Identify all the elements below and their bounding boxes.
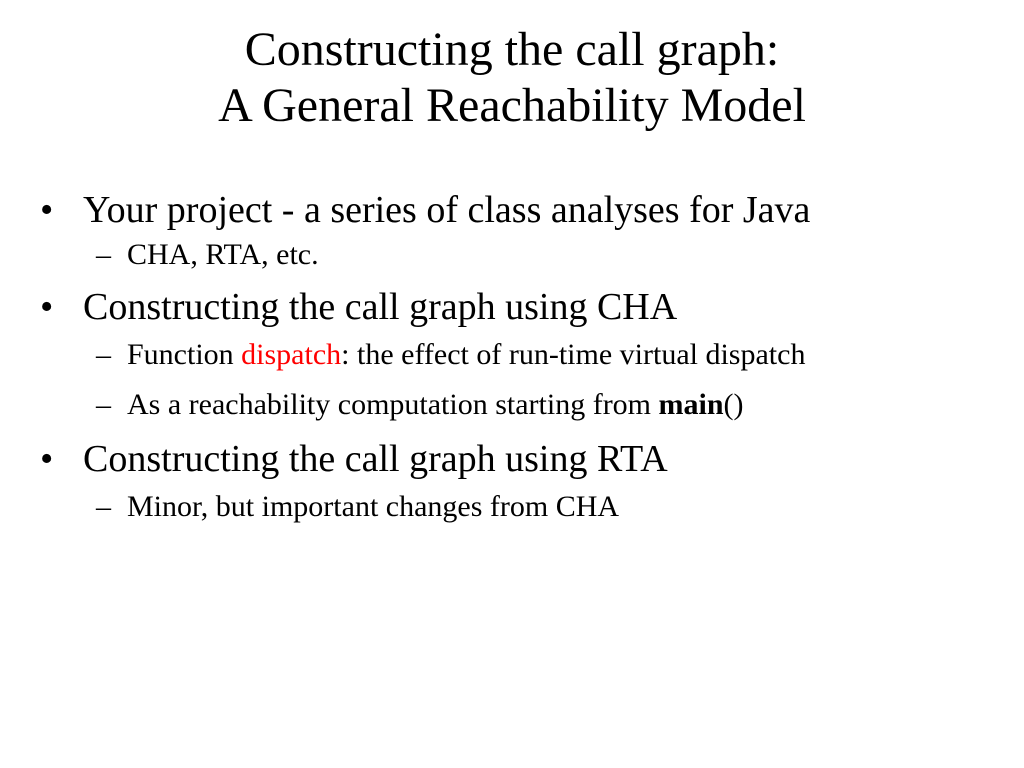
bullet-text: Constructing the call graph using CHA	[83, 286, 678, 328]
highlighted-term: dispatch	[241, 338, 342, 371]
bullet-marker: •	[40, 438, 54, 480]
slide-title	[0, 22, 1024, 134]
bullet-marker: •	[40, 189, 54, 231]
bullet-list	[40, 188, 990, 525]
bullet-item	[40, 437, 990, 481]
title-line-1: Constructing the call graph:	[244, 23, 780, 76]
sub-bullet-text-end: : the effect of run-time virtual dispatch	[341, 338, 806, 371]
bold-term: main	[658, 388, 724, 421]
sub-bullet-item	[40, 237, 990, 273]
sub-bullet-marker: –	[96, 388, 111, 421]
sub-bullet-item	[40, 387, 990, 423]
bullet-text: Your project - a series of class analyses for Java	[83, 189, 811, 231]
bullet-item	[40, 188, 990, 232]
sub-bullet-marker: –	[96, 490, 111, 523]
title-line-2: A General Reachability Model	[218, 79, 806, 132]
sub-bullet-item	[40, 489, 990, 525]
sub-bullet-text-start: As a reachability computation starting from	[127, 388, 659, 421]
bullet-item	[40, 285, 990, 329]
bullet-text: Constructing the call graph using RTA	[83, 438, 668, 480]
sub-bullet-text-end: ()	[723, 388, 744, 421]
sub-bullet-text: Minor, but important changes from CHA	[127, 490, 620, 523]
bullet-marker: •	[40, 286, 54, 328]
sub-bullet-marker: –	[96, 238, 111, 271]
sub-bullet-marker: –	[96, 338, 111, 371]
sub-bullet-item	[40, 337, 990, 373]
sub-bullet-text-start: Function	[127, 338, 242, 371]
sub-bullet-text: CHA, RTA, etc.	[127, 238, 319, 271]
